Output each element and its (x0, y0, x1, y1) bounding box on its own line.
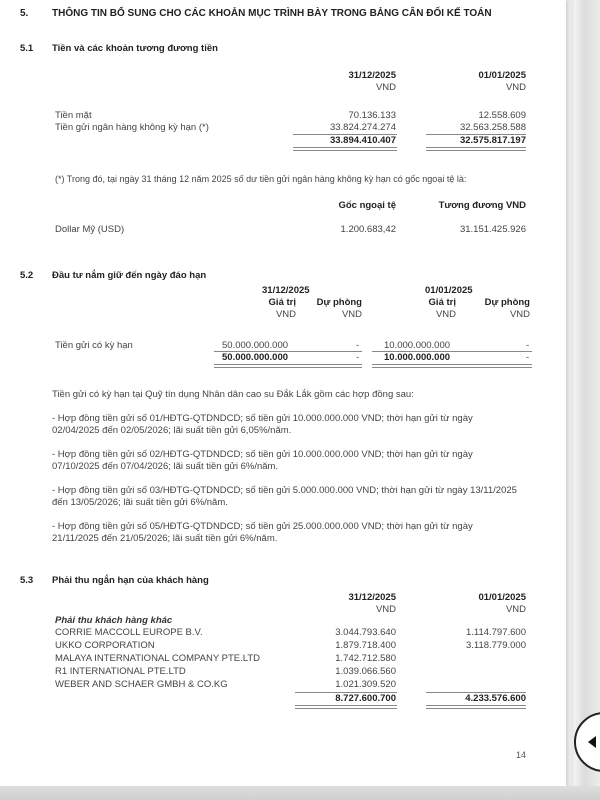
row-label: R1 INTERNATIONAL PTE.LTD (55, 666, 186, 677)
column-header-currency: VND (375, 604, 396, 615)
column-header-currency: VND (275, 309, 296, 320)
total-value: 50.000.000.000 (222, 352, 289, 363)
row-value: 3.044.793.640 (335, 627, 396, 638)
row-value: 3.118.779.000 (465, 640, 526, 651)
column-header-value: Giá trị (268, 297, 296, 308)
total-value: 32.575.817.197 (459, 135, 526, 146)
contract-item: - Hợp đồng tiền gửi số 02/HĐTG-QTDNDCD; số tiền gửi 10.000.000.000 VND; thời hạn gửi từ ngày 07/10/2025 đến 07/04/2026; lãi suất tiền gửi 6%/năm. (52, 449, 473, 472)
page-number: 14 (515, 750, 526, 760)
column-header-date: 31/12/2025 (262, 285, 310, 296)
prev-page-button[interactable] (574, 712, 600, 772)
row-label: Dollar Mỹ (USD) (55, 224, 125, 235)
footnote: (*) Trong đó, tại ngày 31 tháng 12 năm 2025 số dư tiền gửi ngân hàng không kỳ hạn có gốc ngoại tệ là: (55, 174, 467, 184)
total-double-rule (426, 705, 526, 709)
column-header-value: Giá trị (428, 297, 456, 308)
total-value: 10.000.000.000 (384, 352, 451, 363)
row-value: 50.000.000.000 (222, 340, 289, 351)
row-value: 70.136.133 (348, 110, 396, 121)
fx-header-original: Gốc ngoại tệ (338, 200, 396, 211)
subsection-title: Phải thu ngắn hạn của khách hàng (52, 575, 209, 586)
column-header-currency: VND (341, 309, 362, 320)
total-provision: - (356, 352, 360, 363)
chevron-left-icon (588, 736, 596, 748)
contract-item: - Hợp đồng tiền gửi số 05/HĐTG-QTDNDCD; số tiền gửi 25.000.000.000 VND; thời hạn gửi từ ngày 21/11/2025 đến 21/05/2026; lãi suất tiền gửi 6%/năm. (52, 521, 473, 544)
row-label: UKKO CORPORATION (55, 640, 155, 651)
column-header-currency: VND (435, 309, 456, 320)
row-value: 1.039.066.560 (335, 666, 396, 677)
row-label: MALAYA INTERNATIONAL COMPANY PTE.LTD (55, 653, 260, 664)
row-value: 1.200.683,42 (340, 224, 396, 235)
subsection-title: Đầu tư nắm giữ đến ngày đáo hạn (52, 270, 207, 281)
total-value: 8.727.600.700 (335, 693, 396, 704)
section-number: 5. (20, 8, 29, 19)
subsection-number: 5.1 (20, 43, 34, 54)
total-double-rule (214, 364, 362, 368)
total-value: 4.233.576.600 (465, 693, 526, 704)
column-header-currency: VND (505, 82, 526, 93)
subsection-title: Tiền và các khoản tương đương tiền (52, 43, 218, 54)
row-value: 1.742.712.580 (335, 653, 396, 664)
row-label: Tiền mặt (55, 110, 92, 121)
total-value: 33.894.410.407 (329, 135, 396, 146)
row-value: 10.000.000.000 (384, 340, 451, 351)
row-provision: - (356, 340, 360, 351)
column-header-date: 01/01/2025 (478, 592, 526, 603)
column-header-provision: Dự phòng (484, 297, 530, 308)
row-label: Tiền gửi ngân hàng không kỳ hạn (*) (55, 122, 209, 133)
row-provision: - (526, 340, 530, 351)
column-header-date: 01/01/2025 (478, 70, 526, 81)
column-header-currency: VND (375, 82, 396, 93)
row-value: 33.824.274.274 (329, 122, 396, 133)
group-label: Phải thu khách hàng khác (55, 615, 173, 626)
column-header-currency: VND (509, 309, 530, 320)
contract-item: - Hợp đồng tiền gửi số 01/HĐTG-QTDNDCD; số tiền gửi 10.000.000.000 VND; thời hạn gửi từ ngày 02/04/2025 đến 02/05/2026; lãi suất tiền gửi 6,05%/năm. (52, 413, 473, 436)
scrollbar[interactable] (574, 0, 600, 786)
row-value: 31.151.425.926 (459, 224, 526, 235)
column-header-date: 01/01/2025 (425, 285, 473, 296)
row-value: 12.558.609 (478, 110, 526, 121)
row-value: 32.563.258.588 (459, 122, 526, 133)
total-provision: - (526, 352, 530, 363)
contract-item: - Hợp đồng tiền gửi số 03/HĐTG-QTDNDCD; số tiền gửi 5.000.000.000 VND; thời hạn gửi từ ngày 13/11/2025 đến 13/05/2026; lãi suất tiền gửi 6%/năm. (52, 485, 517, 508)
total-double-rule (426, 147, 526, 151)
row-value: 1.021.309.520 (335, 679, 396, 690)
total-double-rule (295, 705, 397, 709)
prev-page-control (574, 712, 600, 786)
total-double-rule (372, 364, 532, 368)
bottom-bar (0, 786, 600, 800)
total-double-rule (293, 147, 397, 151)
column-header-date: 31/12/2025 (348, 592, 396, 603)
row-label: CORRIE MACCOLL EUROPE B.V. (55, 627, 203, 638)
row-value: 1.114.797.600 (465, 627, 526, 638)
deposit-intro: Tiền gửi có kỳ hạn tại Quỹ tín dụng Nhân dân cao su Đắk Lắk gồm các hợp đồng sau: (52, 389, 414, 400)
row-label: Tiền gửi có kỳ hạn (55, 340, 133, 351)
subsection-number: 5.2 (20, 270, 34, 281)
column-header-currency: VND (505, 604, 526, 615)
column-header-provision: Dự phòng (316, 297, 362, 308)
row-value: 1.879.718.400 (335, 640, 396, 651)
fx-header-vnd: Tương đương VND (438, 200, 526, 211)
subsection-number: 5.3 (20, 575, 34, 586)
column-header-date: 31/12/2025 (348, 70, 396, 81)
section-title: THÔNG TIN BỔ SUNG CHO CÁC KHOẢN MỤC TRÌNH BÀY TRONG BẢNG CÂN ĐỐI KẾ TOÁN (52, 8, 492, 19)
row-label: WEBER AND SCHAER GMBH & CO.KG (55, 679, 228, 690)
